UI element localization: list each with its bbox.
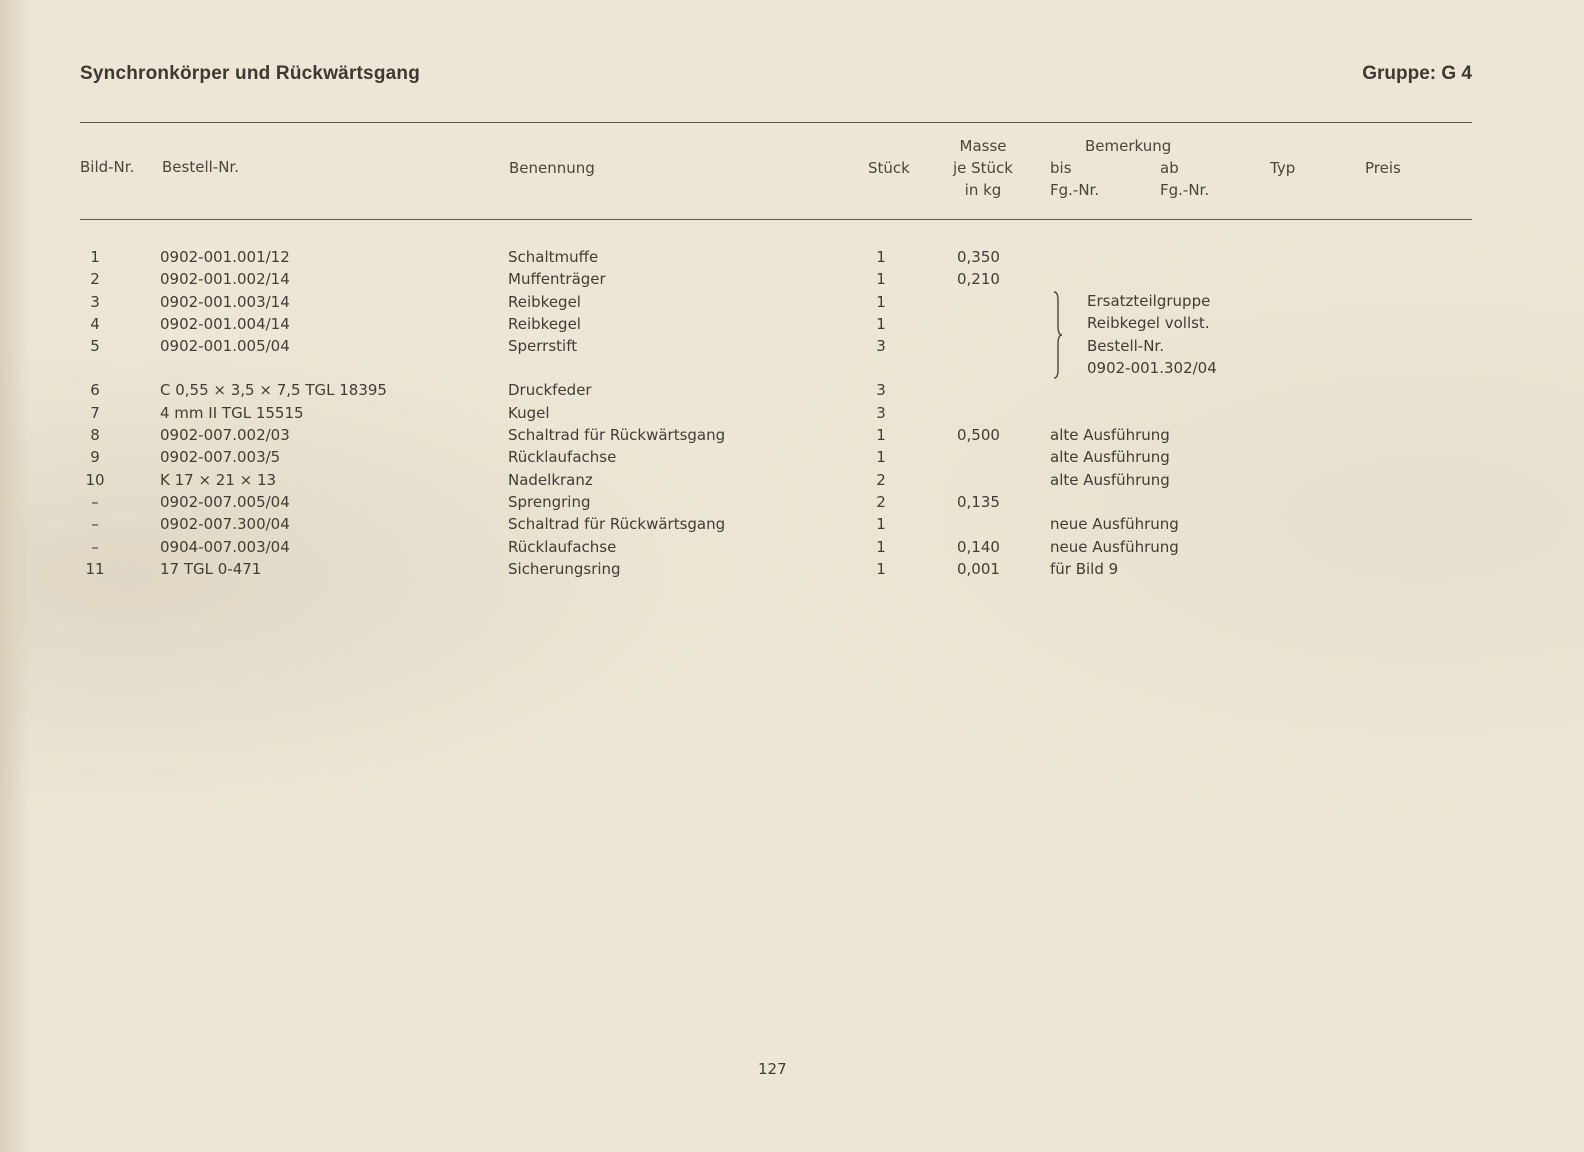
cell-bemerkung: alte Ausführung [1050,426,1170,445]
page-number: 127 [758,1060,787,1078]
cell-bild-nr: 5 [90,337,100,356]
cell-benennung: Schaltrad für Rückwärtsgang [508,515,726,534]
column-header-fg-nr-ab: Fg.-Nr. [1160,181,1210,199]
cell-bemerkung: neue Ausführung [1050,515,1179,534]
cell-stueck: 1 [876,292,886,311]
column-header-benennung: Benennung [509,159,595,177]
column-header-fg-nr-bis: Fg.-Nr. [1050,181,1100,199]
column-header-bis: bis [1050,159,1072,177]
table-row [0,313,1584,335]
cell-stueck: 1 [876,248,886,266]
column-header-bemerkung: Bemerkung [1085,137,1172,155]
cell-masse: 0,350 [957,248,1000,266]
cell-stueck: 3 [876,403,886,422]
curly-brace-icon [1050,290,1066,380]
table-row [0,246,1584,268]
cell-stueck: 2 [876,492,886,511]
cell-benennung: Kugel [508,403,550,422]
header-bottom-rule [80,219,1472,220]
cell-bestell-nr: 4 mm II TGL 15515 [160,403,304,422]
cell-bild-nr: 2 [90,270,100,289]
column-header-preis: Preis [1365,159,1401,177]
cell-benennung: Druckfeder [508,381,592,400]
cell-bemerkung: alte Ausführung [1050,470,1170,489]
cell-bemerkung: alte Ausführung [1050,448,1170,467]
row-spacer [0,357,1584,379]
cell-stueck: 1 [876,537,886,556]
cell-bestell-nr: 0902-001.005/04 [160,337,290,356]
masse-line-3: in kg [964,181,1002,199]
cell-masse: 0,500 [957,426,1000,445]
table-row [0,402,1584,424]
page-title: Synchronkörper und Rückwärtsgang [80,63,421,84]
table-row [0,268,1584,290]
cell-masse: 0,135 [957,492,1000,511]
table-row [0,379,1584,401]
cell-benennung: Sicherungsring [508,559,621,578]
column-header-stueck: Stück [868,159,910,177]
cell-bestell-nr: 0902-001.004/14 [160,314,290,333]
cell-bild-nr: 3 [90,292,100,311]
parts-table [0,246,1584,580]
header-top-rule [80,122,1472,123]
brace-note-line: Bestell-Nr. [1087,336,1164,355]
cell-bild-nr: 9 [90,448,100,467]
cell-benennung: Muffenträger [508,270,606,289]
cell-benennung: Schaltmuffe [508,248,599,266]
cell-stueck: 1 [876,270,886,289]
cell-bestell-nr: C 0,55 × 3,5 × 7,5 TGL 18395 [160,381,387,400]
cell-benennung: Rücklaufachse [508,537,617,556]
cell-stueck: 1 [876,515,886,534]
cell-stueck: 3 [876,381,886,400]
cell-stueck: 1 [876,448,886,467]
cell-stueck: 1 [876,314,886,333]
table-row [0,291,1584,313]
table-row [0,536,1584,558]
cell-benennung: Reibkegel [508,314,581,333]
table-row [0,513,1584,535]
cell-benennung: Sperrstift [508,337,578,356]
column-header-typ: Typ [1270,159,1296,177]
cell-benennung: Reibkegel [508,292,581,311]
cell-bemerkung: für Bild 9 [1050,559,1119,578]
cell-bestell-nr: 0902-007.300/04 [160,515,290,534]
brace-note-line: 0902-001.302/04 [1087,358,1217,377]
cell-bestell-nr: 0904-007.003/04 [160,537,290,556]
cell-bild-nr: 6 [90,381,100,400]
cell-benennung: Schaltrad für Rückwärtsgang [508,426,726,445]
cell-bestell-nr: 0902-001.003/14 [160,292,290,311]
cell-stueck: 1 [876,559,886,578]
masse-line-1: Masse [959,137,1007,155]
cell-bild-nr: 7 [90,403,100,422]
column-header-ab: ab [1160,159,1179,177]
cell-bild-nr: 10 [85,470,105,489]
cell-masse: 0,140 [957,537,1000,556]
cell-bild-nr: 11 [85,559,105,578]
brace-note-line: Reibkegel vollst. [1087,314,1210,333]
brace-note [1087,290,1217,379]
cell-masse: 0,001 [957,559,1000,578]
cell-benennung: Rücklaufachse [508,448,617,467]
cell-stueck: 3 [876,337,886,356]
column-header-bestell-nr: Bestell-Nr. [162,158,239,176]
cell-bild-nr: – [91,537,99,556]
cell-bestell-nr: K 17 × 21 × 13 [160,470,277,489]
cell-bestell-nr: 0902-001.001/12 [160,248,290,266]
cell-bestell-nr: 0902-001.002/14 [160,270,290,289]
table-row [0,446,1584,468]
cell-stueck: 2 [876,470,886,489]
table-row [0,491,1584,513]
cell-masse: 0,210 [957,270,1000,289]
cell-bestell-nr: 0902-007.003/5 [160,448,281,467]
cell-bild-nr: 4 [90,314,100,333]
table-row [0,335,1584,357]
cell-benennung: Sprengring [508,492,591,511]
cell-bild-nr: – [91,515,99,534]
cell-bild-nr: 8 [90,426,100,445]
cell-bestell-nr: 17 TGL 0-471 [160,559,262,578]
cell-benennung: Nadelkranz [508,470,593,489]
group-label: Gruppe: G 4 [1362,63,1472,84]
cell-bild-nr: – [91,492,99,511]
cell-bemerkung: neue Ausführung [1050,537,1179,556]
table-row [0,469,1584,491]
masse-line-2: je Stück [952,159,1013,177]
table-row [0,424,1584,446]
brace-note-line: Ersatzteilgruppe [1087,292,1211,310]
column-header-bild-nr: Bild-Nr. [80,158,135,176]
cell-bestell-nr: 0902-007.005/04 [160,492,290,511]
table-row [0,558,1584,580]
cell-bild-nr: 1 [90,248,100,266]
cell-stueck: 1 [876,426,886,445]
column-header-masse [948,135,1018,201]
cell-bestell-nr: 0902-007.002/03 [160,426,290,445]
